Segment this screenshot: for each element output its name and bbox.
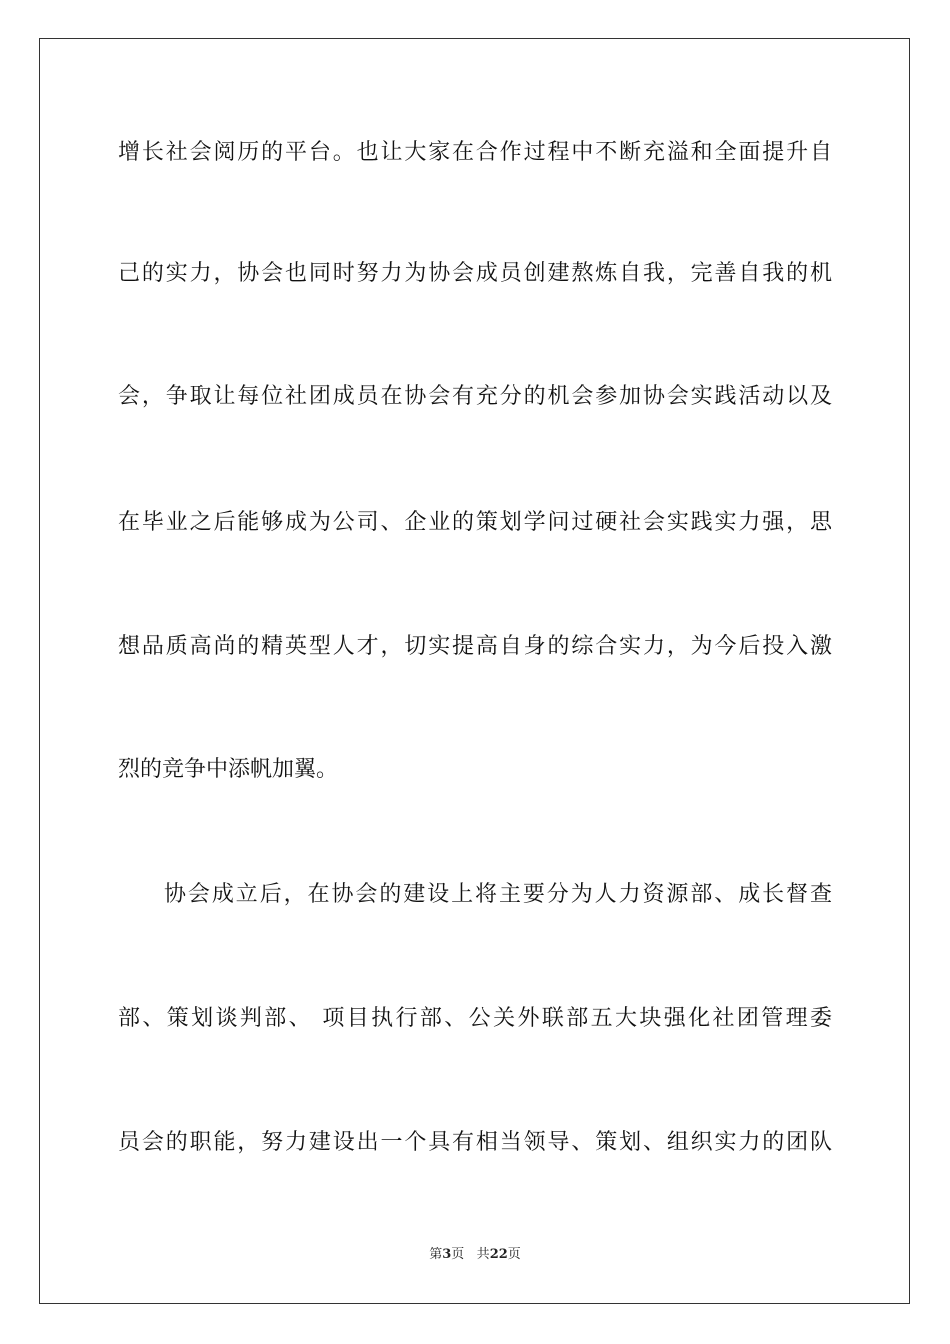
body-line-9: 员会的职能，努力建设出一个具有相当领导、策划、组织实力的团队 [118, 1130, 832, 1155]
page-footer [0, 1246, 950, 1264]
body-line-6: 烈的竞争中添帆加翼。 [118, 757, 339, 782]
total-prefix: 共 [476, 1247, 490, 1262]
body-line-2: 己的实力，协会也同时努力为协会成员创建熬炼自我，完善自我的机 [118, 261, 832, 286]
page-suffix: 页 [451, 1247, 465, 1262]
body-line-4: 在毕业之后能够成为公司、企业的策划学问过硬社会实践实力强，思 [118, 510, 832, 535]
body-line-1: 增长社会阅历的平台。也让大家在合作过程中不断充溢和全面提升自 [118, 140, 832, 165]
page-prefix: 第 [429, 1247, 443, 1262]
body-line-8: 部、策划谈判部、 项目执行部、公关外联部五大块强化社团管理委 [118, 1006, 832, 1031]
body-line-5: 想品质高尚的精英型人才，切实提高自身的综合实力，为今后投入激 [118, 634, 832, 659]
page-number: 3 [442, 1247, 452, 1262]
body-line-3: 会，争取让每位社团成员在协会有充分的机会参加协会实践活动以及 [118, 384, 832, 409]
page-border [39, 38, 910, 1304]
body-line-7: 协会成立后，在协会的建设上将主要分为人力资源部、成长督查 [164, 882, 832, 907]
total-pages: 22 [489, 1247, 508, 1262]
total-suffix: 页 [507, 1247, 521, 1262]
